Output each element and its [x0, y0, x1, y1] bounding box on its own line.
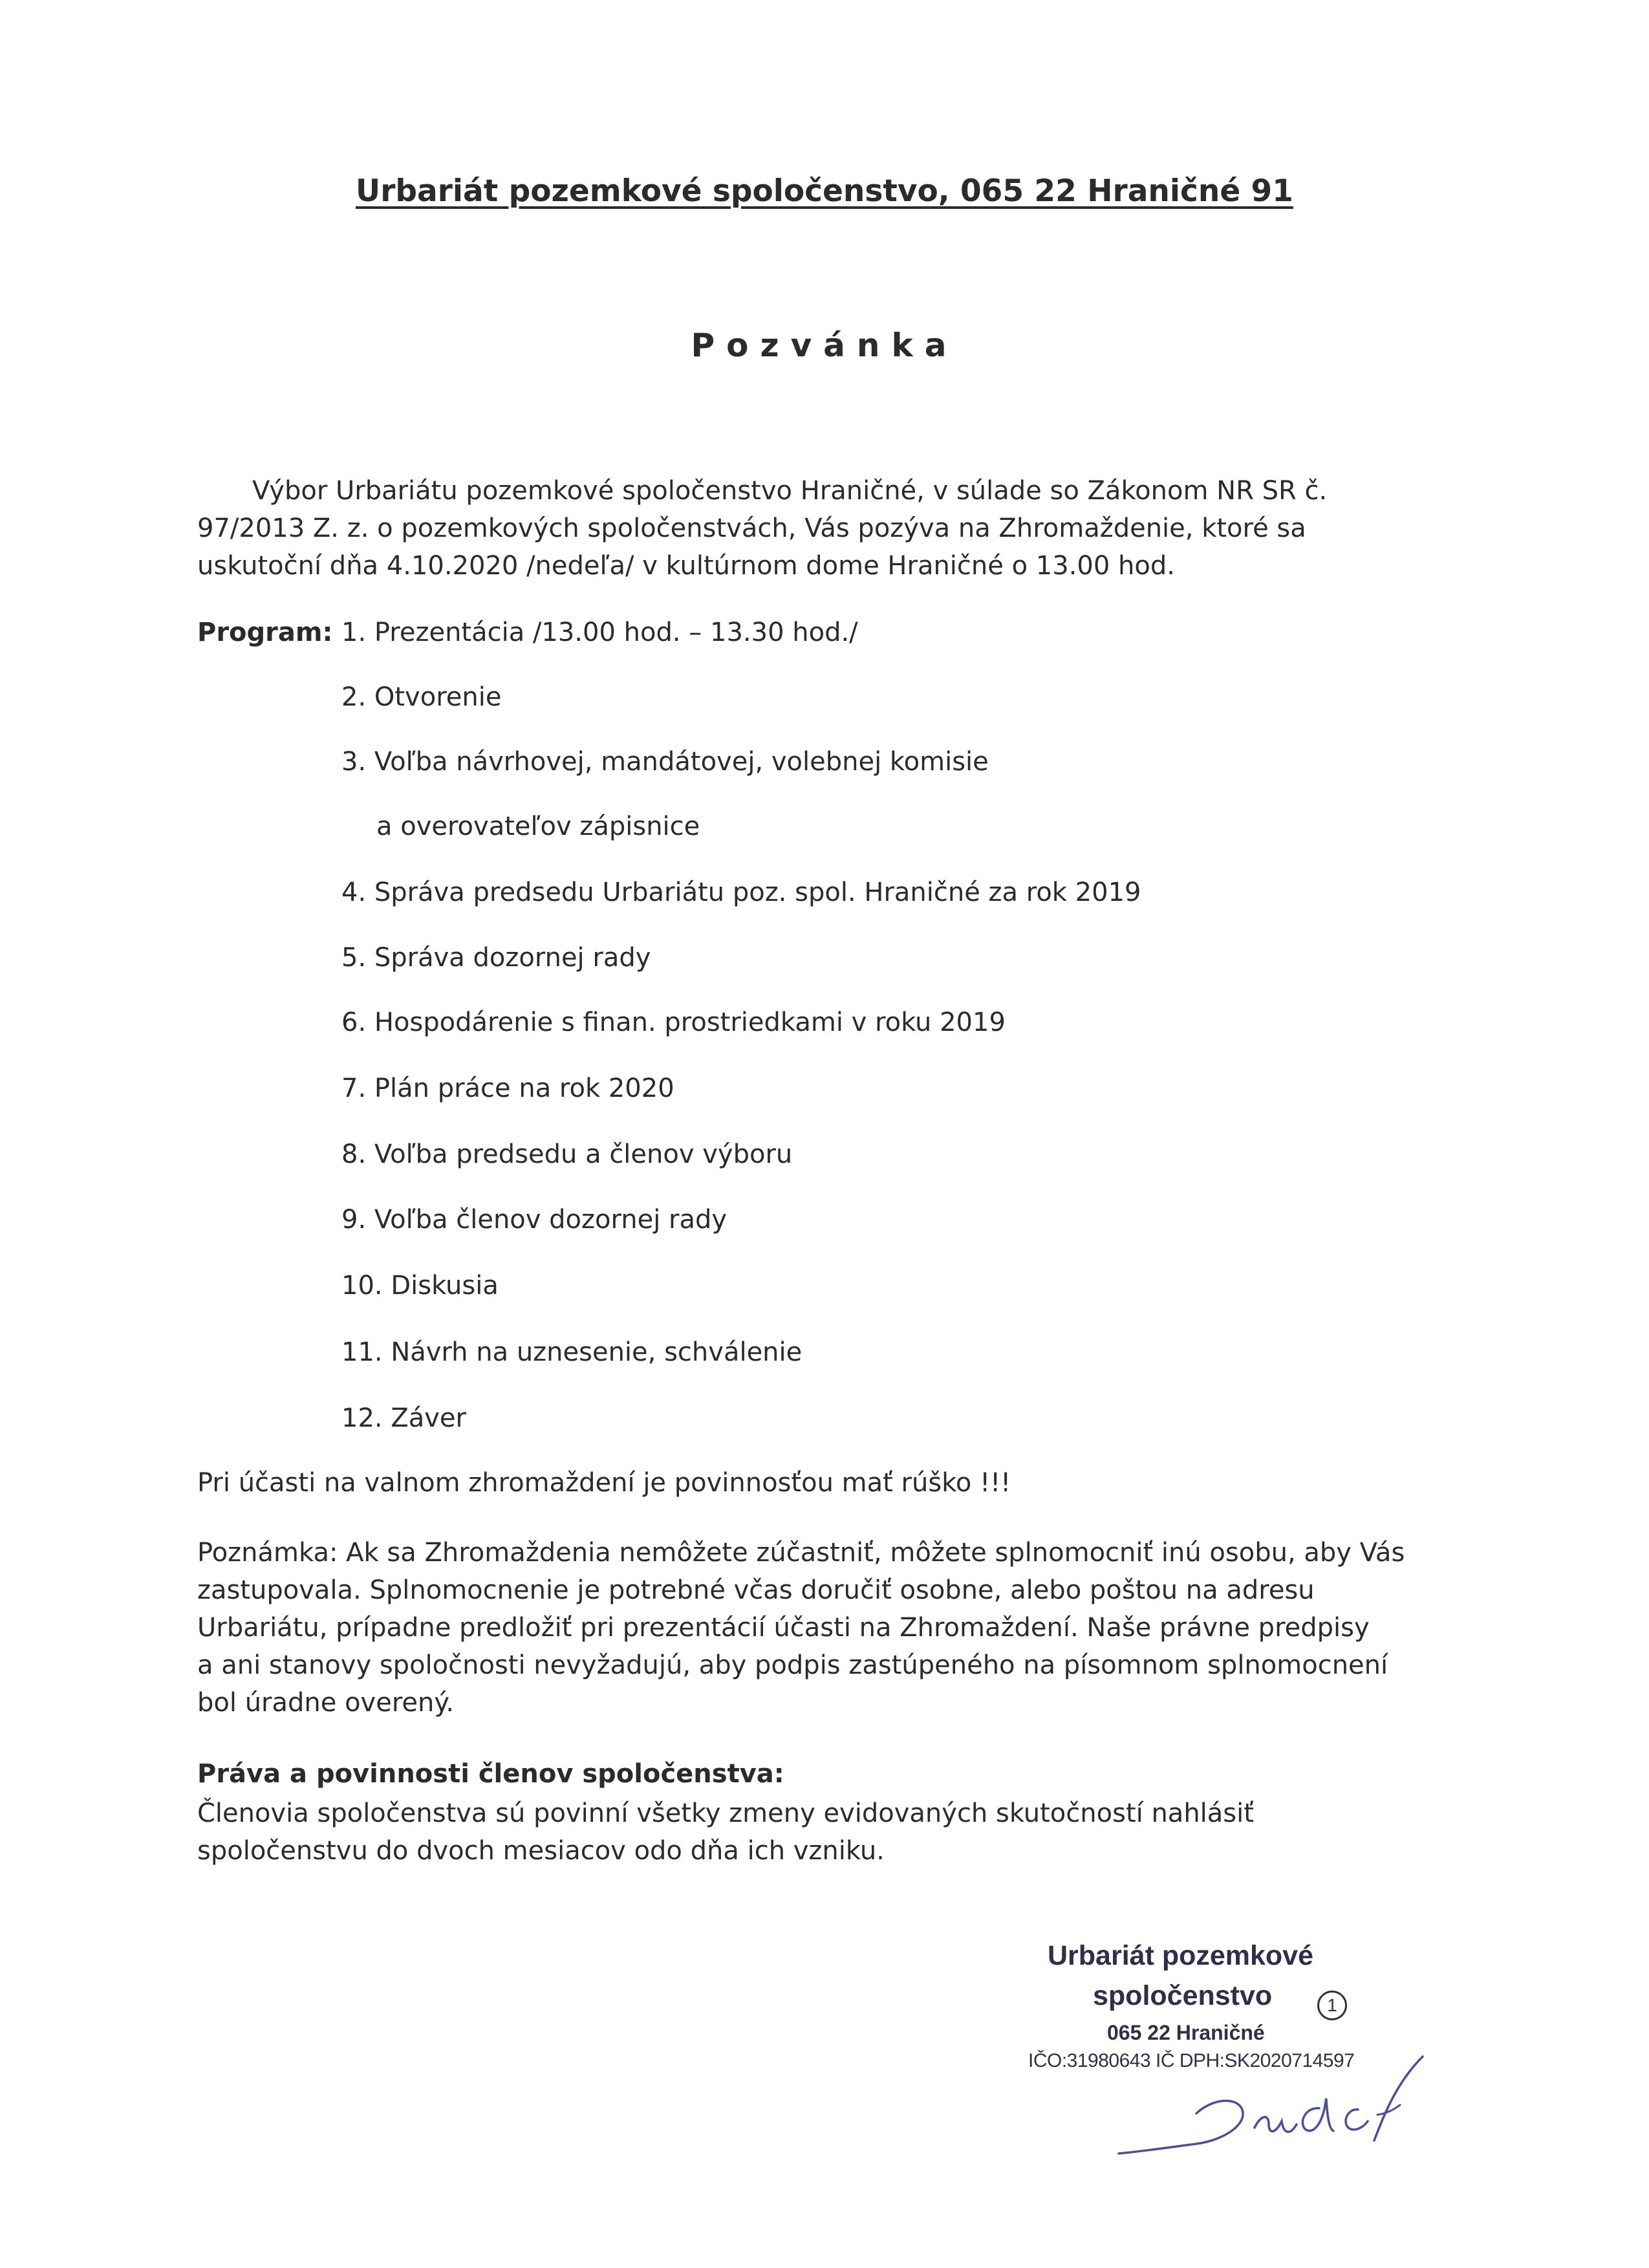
stamp-number-badge: 1: [1317, 1991, 1347, 2020]
signature-icon: [1099, 2037, 1436, 2166]
program-label: Program:: [197, 618, 333, 647]
note-line: Urbariátu, prípadne predložiť pri prezentácií účasti na Zhromaždení. Naše právne predpisy: [197, 1613, 1370, 1643]
program-item: 4. Správa predsedu Urbariátu poz. spol. Hraničné za rok 2019: [341, 878, 1141, 907]
program-item: 3. Voľba návrhovej, mandátovej, volebnej komisie: [341, 747, 989, 777]
stamp-line: spoločenstvo: [1093, 1980, 1273, 2011]
program-item: 5. Správa dozornej rady: [341, 943, 651, 973]
rights-paragraph: [197, 1795, 1254, 1870]
note-line: bol úradne overený.: [197, 1688, 455, 1718]
program-item: 1. Prezentácia /13.00 hod. – 13.30 hod./: [341, 618, 858, 647]
program-item: 12. Záver: [341, 1403, 466, 1433]
handwritten-signature: [1099, 2037, 1436, 2169]
mask-notice: Pri účasti na valnom zhromaždení je povinnosťou mať rúško !!!: [197, 1468, 1011, 1498]
note-line: Poznámka: Ak sa Zhromaždenia nemôžete zúčastniť, môžete splnomocniť inú osobu, aby Vás: [197, 1538, 1405, 1568]
rights-line: Členovia spoločenstva sú povinní všetky zmeny evidovaných skutočností nahlásiť: [197, 1798, 1254, 1828]
stamp-ids: IČO:31980643 IČ DPH:SK2020714597: [1028, 2050, 1355, 2071]
intro-line: 97/2013 Z. z. o pozemkových spoločenstvách, Vás pozýva na Zhromaždenie, ktoré sa: [197, 513, 1306, 543]
intro-paragraph: [197, 472, 1327, 585]
intro-line: Výbor Urbariátu pozemkové spoločenstvo Hraničné, v súlade so Zákonom NR SR č.: [252, 476, 1328, 506]
program-item: 7. Plán práce na rok 2020: [341, 1074, 674, 1103]
program-item: 11. Návrh na uznesenie, schválenie: [341, 1337, 803, 1367]
note-line: a ani stanovy spoločnosti nevyžadujú, aby podpis zastúpeného na písomnom splnomocnení: [197, 1650, 1388, 1680]
intro-line: uskutoční dňa 4.10.2020 /nedeľa/ v kultúrnom dome Hraničné o 13.00 hod.: [197, 551, 1175, 581]
program-item: 8. Voľba predsedu a členov výboru: [341, 1139, 793, 1169]
program-item: 9. Voľba členov dozornej rady: [341, 1205, 727, 1235]
document-title: Pozvánka: [691, 327, 958, 364]
program-item-continuation: a overovateľov zápisnice: [376, 812, 700, 841]
rights-title: Práva a povinnosti členov spoločenstva:: [197, 1759, 784, 1789]
note-line: zastupovala. Splnomocnenie je potrebné včas doručiť osobne, alebo poštou na adresu: [197, 1575, 1315, 1605]
stamp-line: Urbariát pozemkové: [1048, 1940, 1314, 1971]
note-paragraph: [197, 1534, 1405, 1722]
program-item: 2. Otvorenie: [341, 682, 502, 712]
rights-line: spoločenstvu do dvoch mesiacov odo dňa ich vzniku.: [197, 1836, 885, 1866]
organization-header: Urbariát pozemkové spoločenstvo, 065 22 Hraničné 91: [356, 173, 1293, 209]
stamp-address: 065 22 Hraničné: [1107, 2021, 1265, 2044]
program-item: 6. Hospodárenie s finan. prostriedkami v roku 2019: [341, 1008, 1006, 1037]
program-item: 10. Diskusia: [341, 1271, 499, 1301]
